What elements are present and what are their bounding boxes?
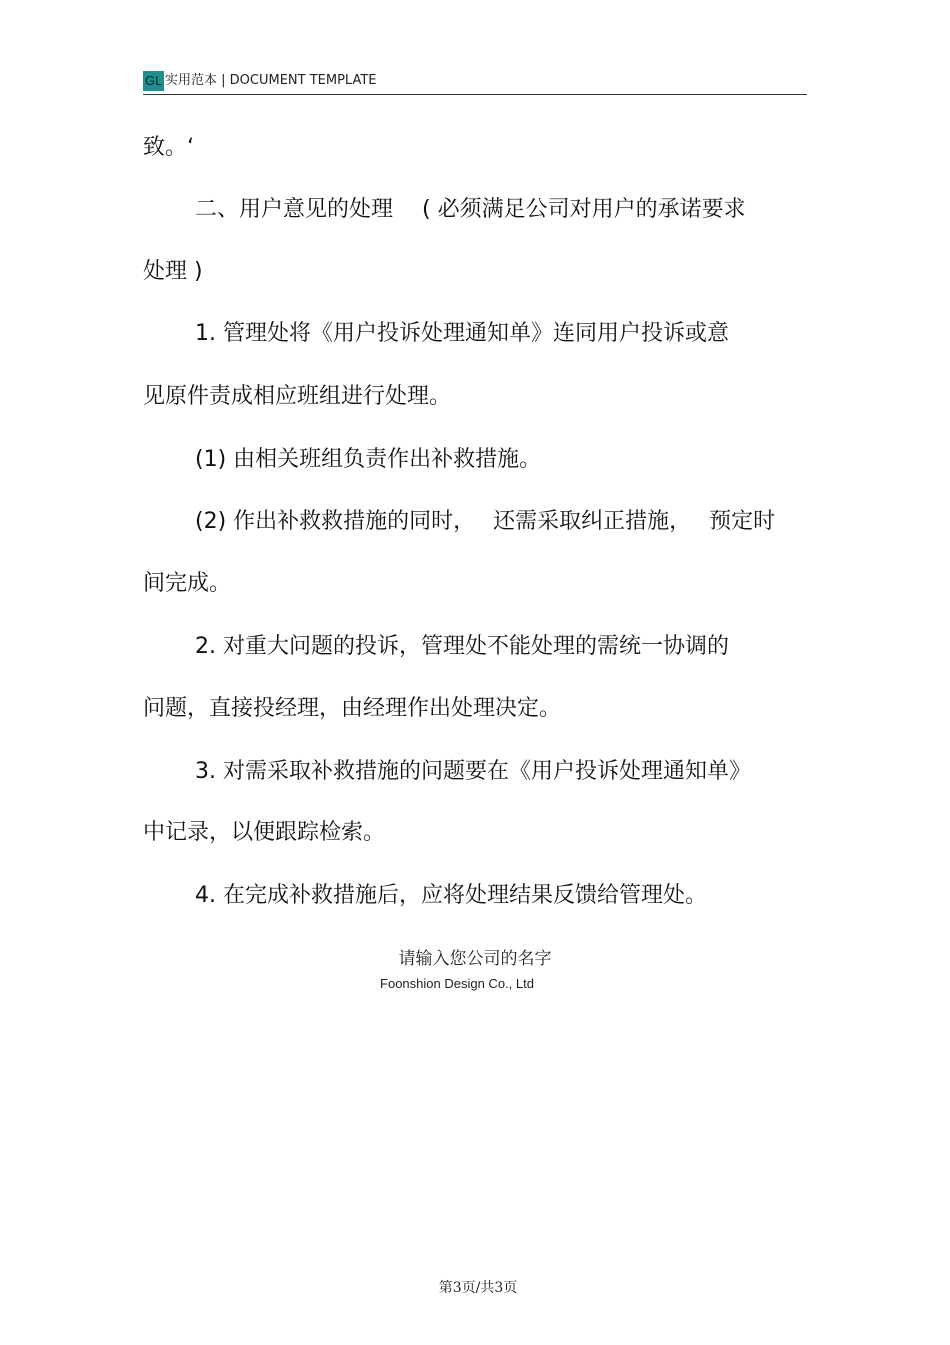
body-line: 致。‘ bbox=[143, 135, 194, 160]
list-item: 3. 对需采取补救措施的问题要在《用户投诉处理通知单》 bbox=[195, 759, 751, 784]
list-item: 1. 管理处将《用户投诉处理通知单》连同用户投诉或意 bbox=[195, 321, 729, 346]
company-name-cn: 请输入您公司的名字 bbox=[398, 949, 552, 969]
section-heading: 二、用户意见的处理 ( 必须满足公司对用户的承诺要求 bbox=[195, 197, 746, 222]
logo: GL bbox=[143, 71, 164, 91]
page-header bbox=[143, 70, 807, 95]
body-line: 间完成。 bbox=[143, 571, 232, 596]
body-line: 见原件责成相应班组进行处理。 bbox=[143, 384, 452, 409]
company-name-en: Foonshion Design Co., Ltd bbox=[380, 976, 534, 991]
sub-list-item: (2) 作出补救救措施的同时， 还需采取纠正措施， 预定时 bbox=[195, 509, 776, 534]
header-title: 实用范本 | DOCUMENT TEMPLATE bbox=[165, 73, 377, 88]
sub-list-item: (1) 由相关班组负责作出补救措施。 bbox=[195, 447, 542, 472]
body-line: 问题，直接投经理，由经理作出处理决定。 bbox=[143, 696, 562, 721]
body-line: 中记录，以便跟踪检索。 bbox=[143, 820, 386, 845]
list-item: 4. 在完成补救措施后，应将处理结果反馈给管理处。 bbox=[195, 883, 707, 908]
body-line: 处理 ) bbox=[143, 259, 203, 284]
page-number: 第3页/共3页 bbox=[438, 1280, 518, 1296]
list-item: 2. 对重大问题的投诉，管理处不能处理的需统一协调的 bbox=[195, 634, 729, 659]
